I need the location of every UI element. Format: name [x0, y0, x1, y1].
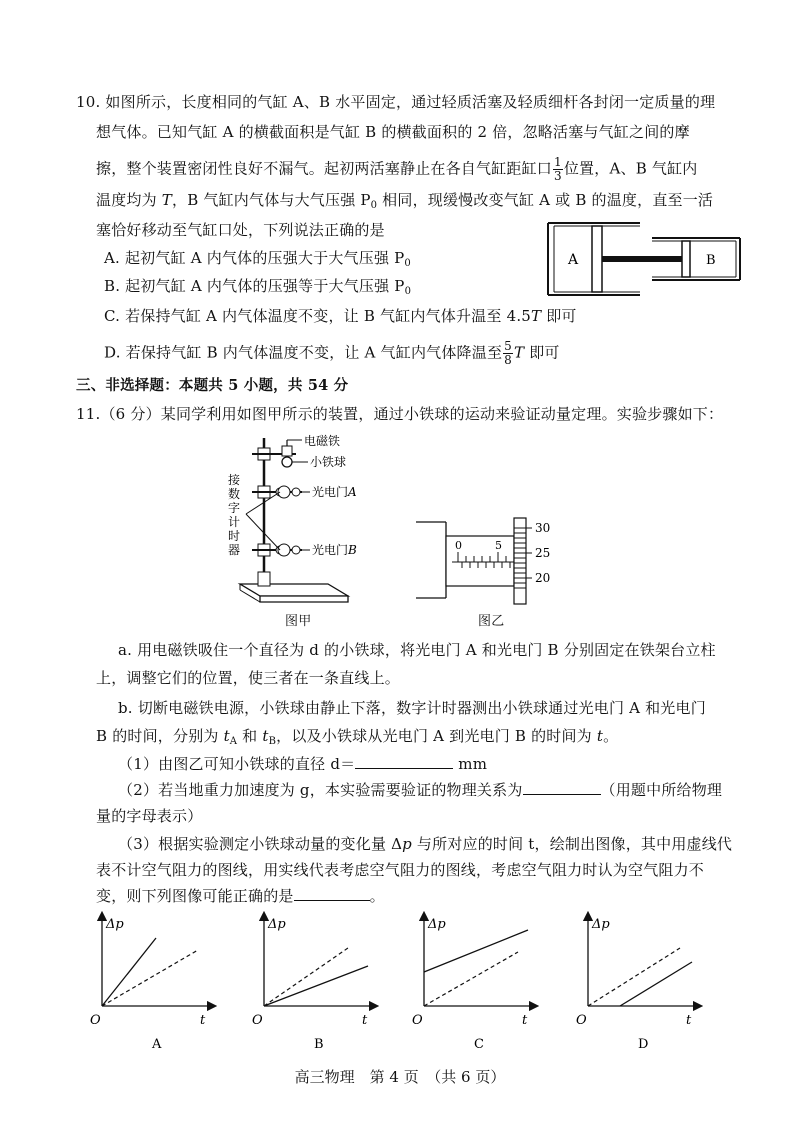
electromagnet: [252, 440, 302, 460]
graph-d-ylabel: Δp: [592, 917, 610, 932]
micrometer-figure: [410, 514, 570, 606]
thimble-label-30: 30: [535, 521, 551, 535]
step-a-line1: a. 用电磁铁吸住一个直径为 d 的小铁球，将光电门 A 和光电门 B 分别固定在铁架台立柱: [118, 641, 716, 659]
apparatus-figure: [222, 434, 372, 610]
svg-text:时: 时: [228, 529, 241, 543]
subq3-line3: 变，则下列图像可能正确的是 。: [96, 887, 385, 905]
timer-label: [228, 472, 240, 557]
thimble-label-25: 25: [535, 546, 551, 560]
subq2-line2: 量的字母表示）: [96, 807, 203, 825]
subq3-line1: （3）根据实验测定小铁球动量的变化量 Δp 与所对应的时间 t，绘制出图像，其中用虚线代: [118, 835, 733, 853]
subq3-line2: 表不计空气阻力的图线，用实线代表考虑空气阻力的图线，考虑空气阻力时认为空气阻力不: [96, 861, 705, 879]
graph-d-origin: O: [576, 1013, 587, 1028]
graph-b-label: B: [314, 1037, 324, 1052]
photogate-b-label: 光电门B: [312, 543, 357, 557]
photogate-a: [252, 486, 302, 498]
photogate-a-label: 光电门A: [312, 485, 357, 499]
graph-b-dashed-line: [264, 948, 348, 1006]
section-3-heading: 三、非选择题：本题共 5 小题，共 54 分: [76, 377, 349, 394]
iron-ball: [282, 457, 292, 467]
iron-ball-label: 小铁球: [310, 455, 347, 469]
q10-line2: 想气体。已知气缸 A 的横截面积是气缸 B 的横截面积的 2 倍，忽略活塞与气缸之间的摩: [96, 123, 690, 141]
svg-text:数: 数: [228, 487, 241, 501]
svg-text:器: 器: [228, 543, 241, 557]
graph-c-ylabel: Δp: [428, 917, 446, 932]
cylinder-a-label: A: [568, 252, 579, 268]
q10-line1: 10. 如图所示，长度相同的气缸 A、B 水平固定，通过轻质活塞及轻质细杆各封闭一定质量的理: [76, 93, 716, 111]
graph-b-ylabel: Δp: [268, 917, 286, 932]
graph-a[interactable]: [90, 916, 212, 1052]
thimble-label-20: 20: [535, 571, 551, 585]
micrometer-thimble: [514, 518, 526, 604]
q10-option-b: B. 起初气缸 A 内气体的压强等于大气压强 $P_0$: [104, 277, 412, 297]
photogate-b: [252, 544, 302, 556]
graph-a-origin: O: [90, 1013, 101, 1028]
graph-c-xlabel: t: [522, 1013, 528, 1028]
q10-option-d: D. 若保持气缸 B 内气体温度不变，让 A 气缸内气体降温至 $\frac{5}{8}$ T 即可: [104, 339, 560, 367]
graph-d-solid-line: [620, 962, 692, 1006]
q10-option-a: A. 起初气缸 A 内气体的压强大于大气压强 $P_0$: [104, 249, 411, 269]
graph-b-origin: O: [252, 1013, 263, 1028]
graph-b-solid-line: [264, 966, 368, 1006]
answer-blank-1[interactable]: [355, 754, 453, 769]
answer-blank-2[interactable]: [523, 780, 601, 795]
svg-text:计: 计: [228, 515, 241, 529]
graph-b-xlabel: t: [362, 1013, 368, 1028]
piston-a: [592, 226, 602, 292]
graph-options: [86, 910, 726, 1052]
step-b-line2: B 的时间，分别为 $t_A$ 和 $t_B$，以及小铁球从光电门 A 到光电门 B 的时间为 t。: [96, 727, 619, 747]
connecting-rod: [602, 256, 690, 262]
q10-line3: 擦，整个装置密闭性良好不漏气。起初两活塞静止在各自气缸距缸口 $\frac{1}{3}$ 位置，A、B 气缸内: [96, 155, 698, 183]
svg-text:字: 字: [228, 501, 241, 515]
graph-c-origin: O: [412, 1013, 423, 1028]
piston-b: [682, 241, 690, 277]
graph-d-xlabel: t: [686, 1013, 692, 1028]
step-a-line2: 上，调整它们的位置，使三者在一条直线上。: [96, 669, 401, 687]
graph-a-ylabel: Δp: [106, 917, 124, 932]
q10-line4: 温度均为 T，B 气缸内气体与大气压强 $P_0$ 相同，现缓慢改变气缸 A 或 B 的温度，直至一活: [96, 191, 714, 211]
cylinder-b-label: B: [706, 253, 716, 268]
answer-blank-3[interactable]: [294, 886, 370, 901]
fraction-five-eighths: $\frac{5}{8}$: [504, 339, 513, 367]
graph-c-dashed-line: [424, 952, 518, 1006]
graph-c-solid-line: [424, 930, 528, 972]
q11-line1: 11.（6 分）某同学利用如图甲所示的装置，通过小铁球的运动来验证动量定理。实验步骤如下：: [76, 405, 724, 423]
svg-text:接: 接: [228, 473, 241, 487]
graph-a-solid-line: [102, 938, 156, 1006]
subq1: （1）由图乙可知小铁球的直径 d＝ mm: [118, 755, 488, 773]
q10-line5: 塞恰好移动至气缸口处，下列说法正确的是: [96, 221, 385, 239]
graph-c-label: C: [474, 1037, 484, 1052]
electromagnet-label: 电磁铁: [304, 434, 341, 448]
graph-a-xlabel: t: [200, 1013, 206, 1028]
figure-jia-caption: 图甲: [285, 614, 312, 629]
stand-base: [240, 584, 348, 596]
graph-c[interactable]: [412, 916, 534, 1052]
fraction-one-third: $\frac{1}{3}$: [554, 155, 562, 183]
graph-a-label: A: [152, 1037, 162, 1052]
subq2-line1: （2）若当地重力加速度为 g，本实验需要验证的物理关系为 （用题中所给物理: [118, 781, 723, 799]
sleeve-label-5: 5: [495, 539, 502, 552]
q10-option-c: C. 若保持气缸 A 内气体温度不变，让 B 气缸内气体升温至 4.5T 即可: [104, 307, 577, 325]
sleeve-label-0: 0: [455, 539, 462, 552]
page-footer: 高三物理 第 4 页 （共 6 页）: [294, 1068, 506, 1086]
step-b-line1: b. 切断电磁铁电源，小铁球由静止下落，数字计时器测出小铁球通过光电门 A 和光电门: [118, 699, 706, 717]
cylinder-figure: [540, 220, 750, 298]
graph-a-dashed-line: [102, 950, 198, 1006]
figure-yi-caption: 图乙: [478, 614, 505, 629]
graph-d[interactable]: [576, 916, 698, 1052]
graph-b[interactable]: [252, 916, 374, 1052]
graph-d-label: D: [638, 1037, 649, 1052]
